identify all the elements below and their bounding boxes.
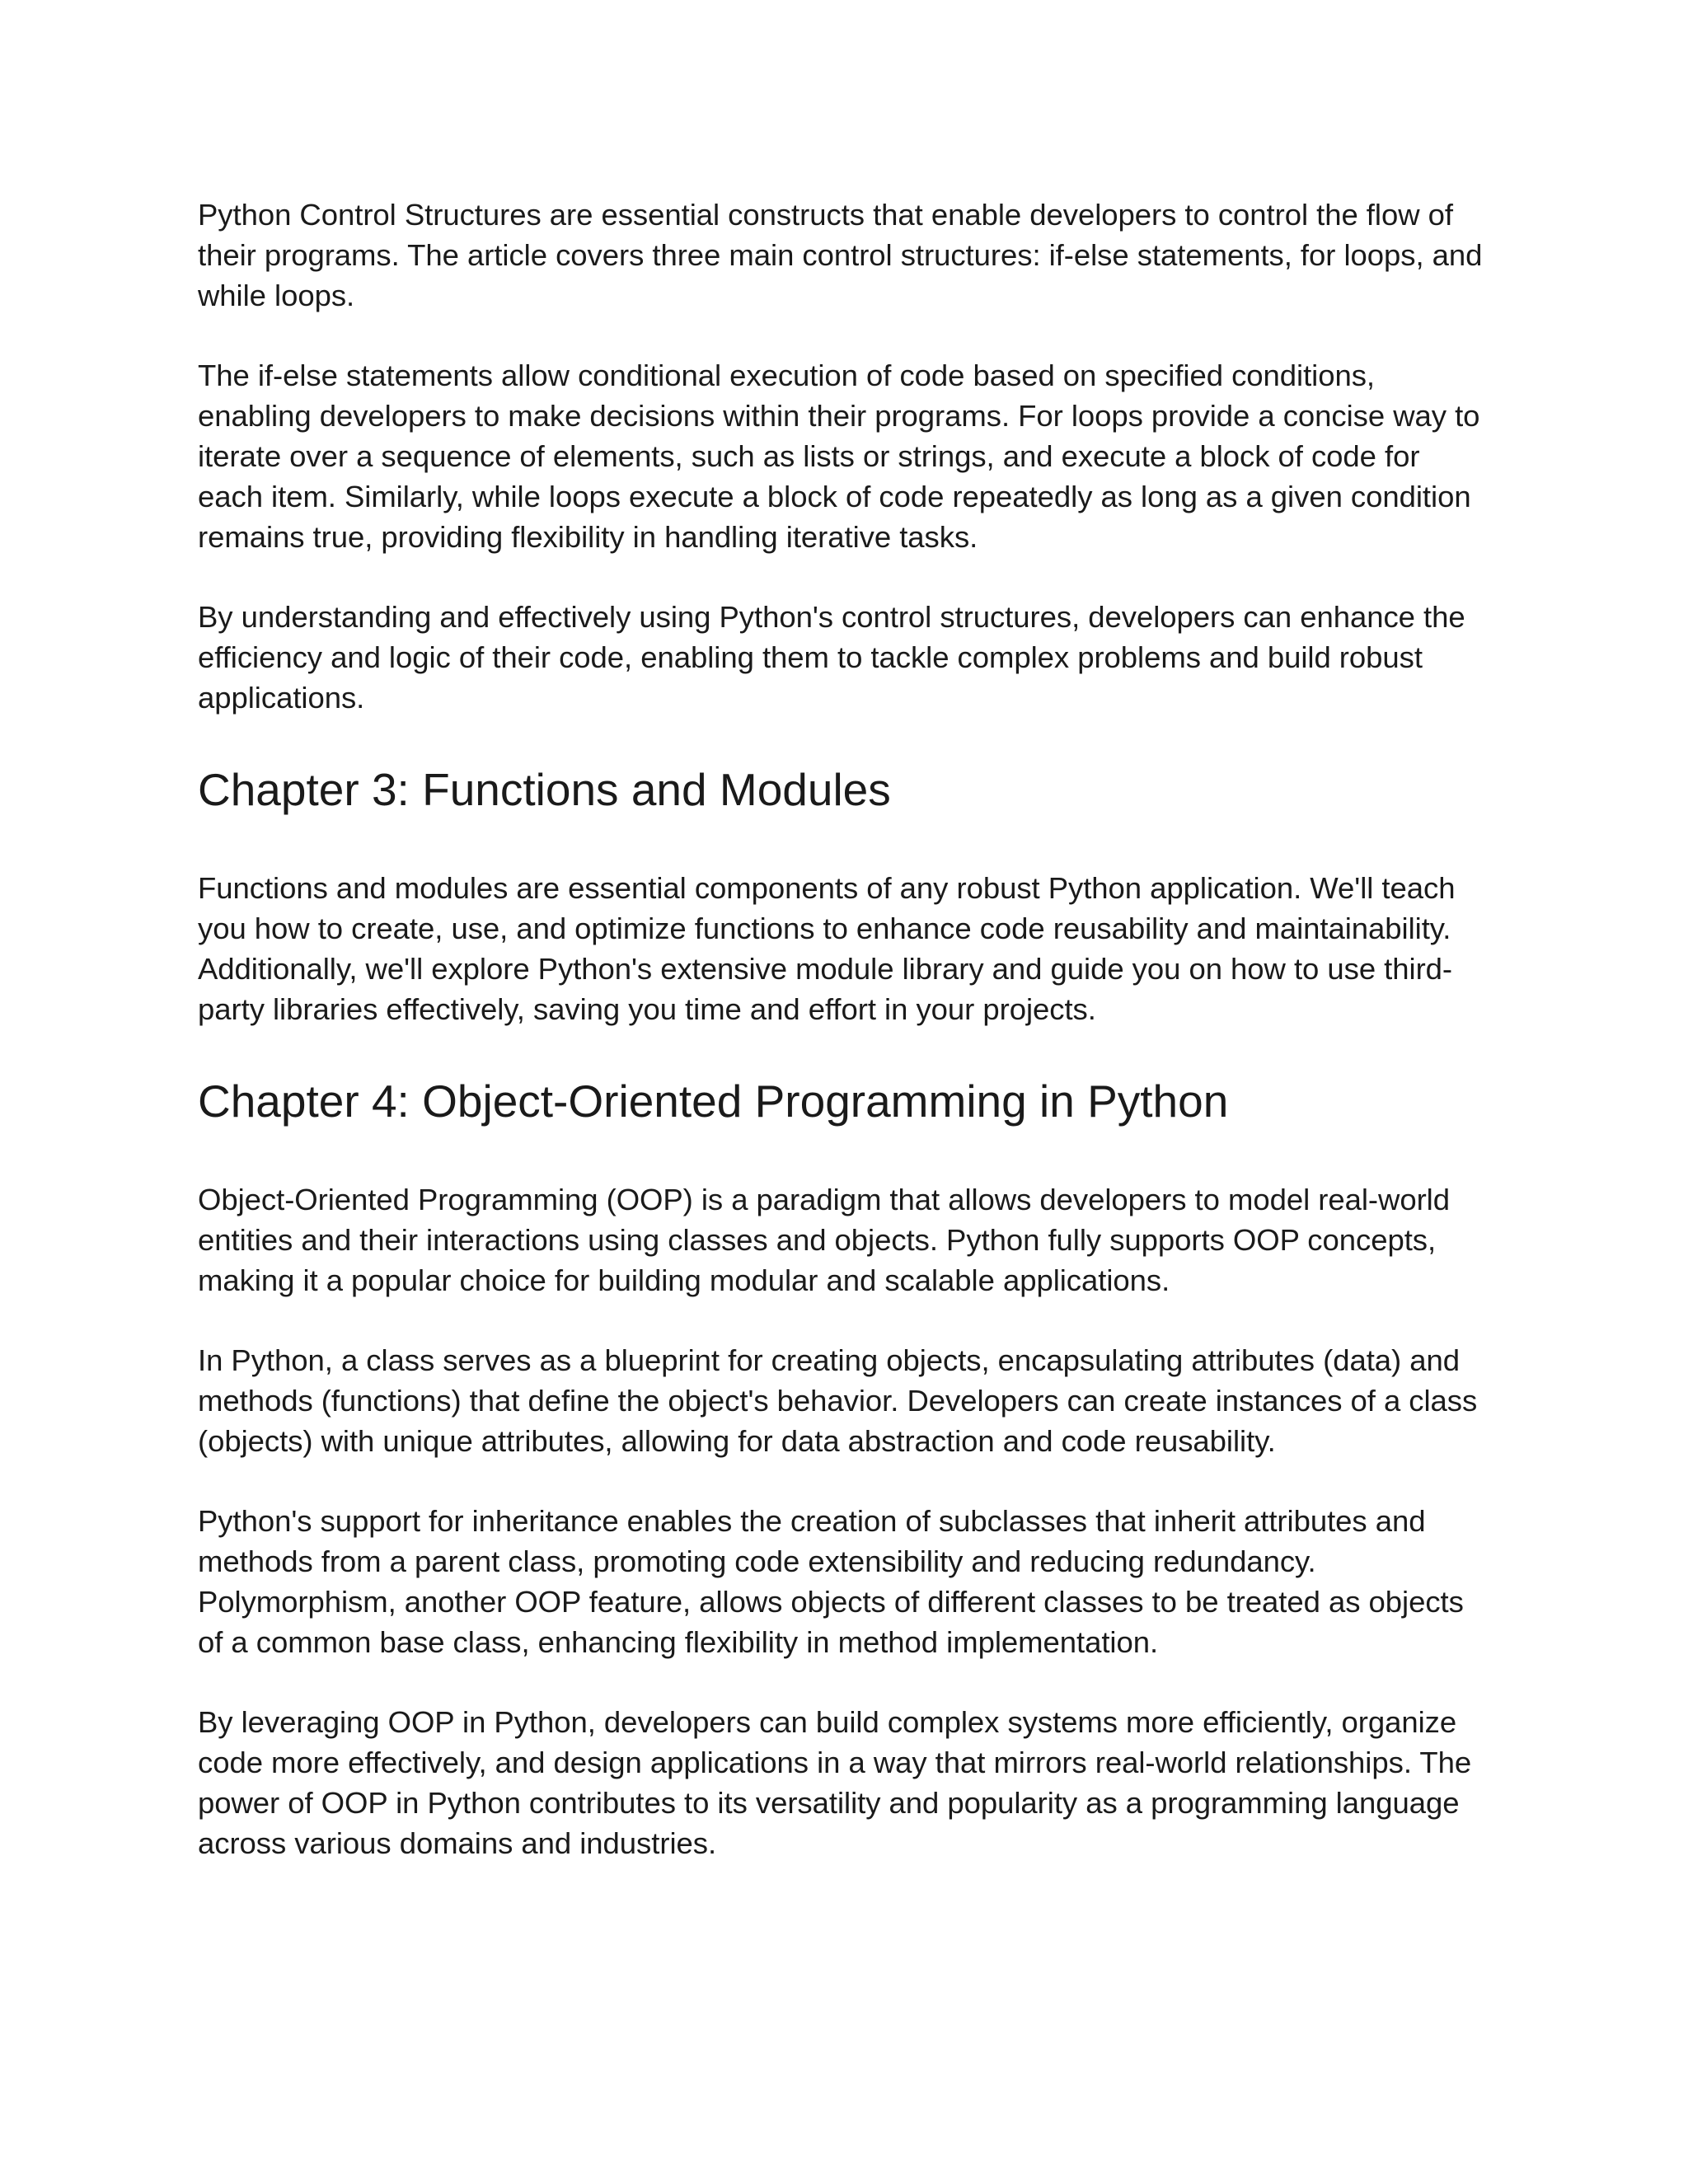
intro-paragraph-2: The if-else statements allow conditional execution of code based on specified conditions, enabling developers to make decisions within their programs. For loops provide a concise way to iterate over a sequence of elements, such as lists or strings, and execute a block of code for each item. Similarly, while loops execute a block of code repeatedly as long as a given condition remains true, providing flexibility in handling iterative tasks.: [198, 359, 1480, 554]
heading-spacer: [198, 1128, 1492, 1179]
chapter-4-paragraph-1: Object-Oriented Programming (OOP) is a paradigm that allows developers to model real-world entities and their interactions using classes and objects. Python fully supports OOP concepts, making it a popular choice for building modular and scalable applications.: [198, 1183, 1450, 1297]
chapter-4-heading: Chapter 4: Object-Oriented Programming in Python: [198, 1076, 1229, 1127]
chapter-4-paragraph-3: Python's support for inheritance enables the creation of subclasses that inherit attributes and methods from a parent class, promoting code extensibility and reducing redundancy. Polymorphism, another OOP feature, allows objects of different classes to be treated as objects of a common base class, enhancing flexibility in method implementation.: [198, 1504, 1464, 1659]
intro-paragraph-1: Python Control Structures are essential constructs that enable developers to control the flow of their programs. The article covers three main control structures: if-else statements, for loops, and while loops.: [198, 198, 1483, 312]
document-body: [198, 194, 1492, 1903]
chapter-4-paragraph-2: In Python, a class serves as a blueprint for creating objects, encapsulating attributes (data) and methods (functions) that define the object's behavior. Developers can create instances of a class (objects) with unique attributes, allowing for data abstraction and code reusability.: [198, 1343, 1478, 1458]
intro-paragraph-3: By understanding and effectively using Python's control structures, developers can enhance the efficiency and logic of their code, enabling them to tackle complex problems and build robust applications.: [198, 600, 1465, 715]
chapter-3-heading: Chapter 3: Functions and Modules: [198, 764, 891, 815]
chapter-3-paragraph-1: Functions and modules are essential components of any robust Python application. We'll teach you how to create, use, and optimize functions to enhance code reusability and maintainability. Additionally, we'll explore Python's extensive module library and guide you on how to use third-party libraries effectively, saving you time and effort in your projects.: [198, 871, 1456, 1026]
chapter-4-paragraph-4: By leveraging OOP in Python, developers can build complex systems more efficiently, organize code more effectively, and design applications in a way that mirrors real-world relationships. The power of OOP in Python contributes to its versatility and popularity as a programming language across various domains and industries.: [198, 1705, 1472, 1860]
heading-spacer: [198, 817, 1492, 868]
